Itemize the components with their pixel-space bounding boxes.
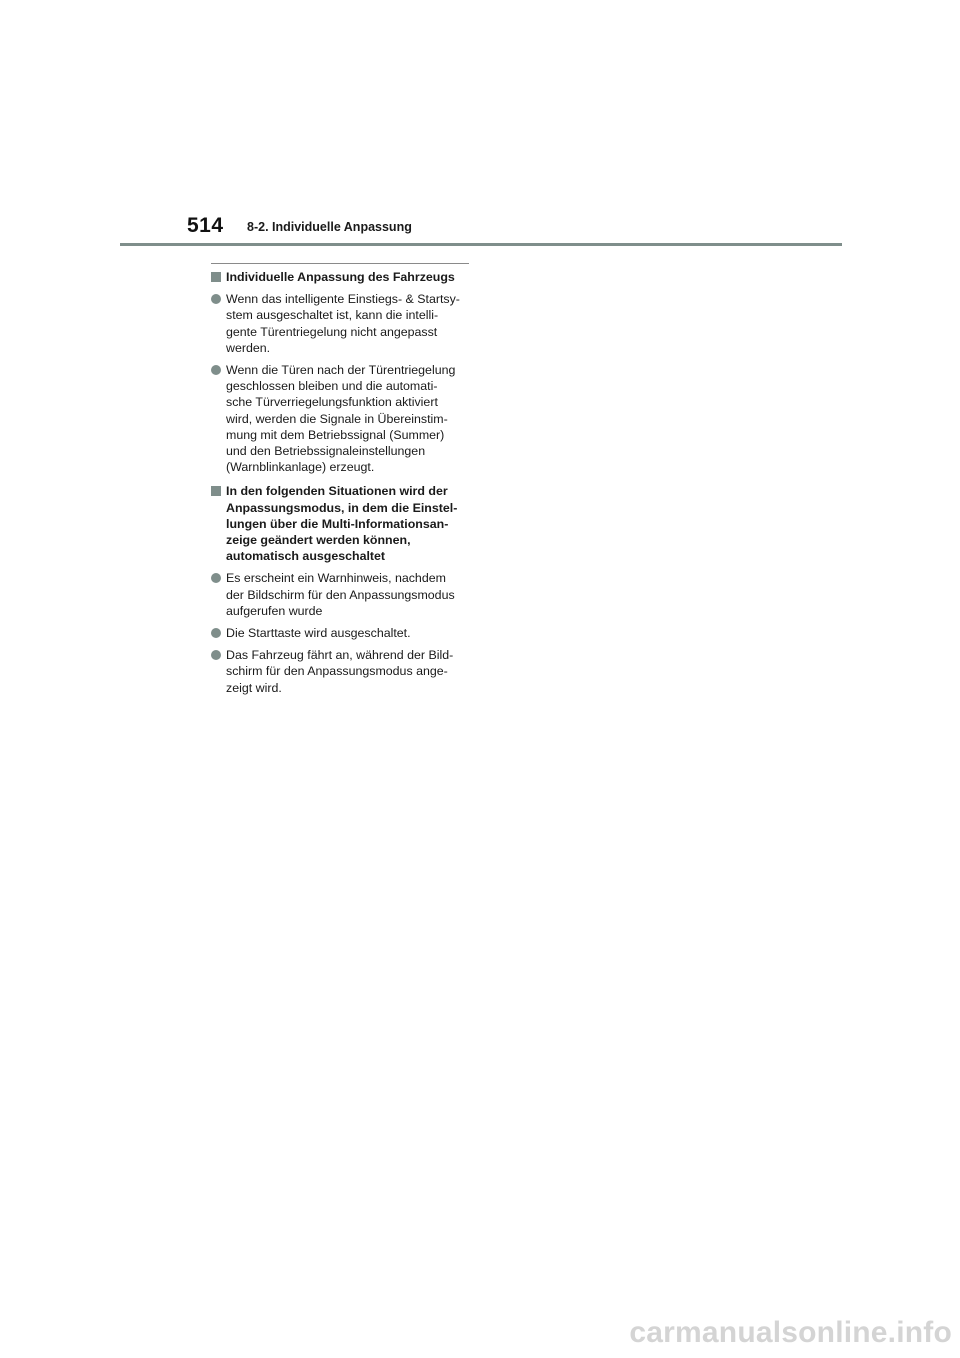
bullet-item [211,625,469,641]
bullet-text: Wenn die Türen nach der Türentriegelung geschlossen bleiben und die automati- sche Türverriegelungsfunktion aktiviert wird, werden die Signale in Übereinstim- mung mit dem Betriebssignal (Summer) und den Betriebssignaleinstellungen (Warnblinkanlage) erzeugt. [226,363,456,475]
section-top-rule [211,263,469,264]
header-divider [120,243,842,246]
round-bullet-icon [211,294,221,304]
heading-text: Individuelle Anpassung des Fahrzeugs [226,270,455,284]
bullet-item [211,570,469,619]
round-bullet-icon [211,365,221,375]
bullet-item [211,362,469,475]
section-title: 8-2. Individuelle Anpassung [247,220,412,234]
round-bullet-icon [211,650,221,660]
section-heading [211,483,469,564]
round-bullet-icon [211,628,221,638]
bullet-text: Es erscheint ein Warnhinweis, nachdem der Bildschirm für den Anpassungsmodus aufgerufen wurde [226,571,455,618]
page-header [0,0,960,250]
bullet-text: Das Fahrzeug fährt an, während der Bild- schirm für den Anpassungsmodus ange- zeigt wird. [226,648,454,695]
content-column [211,263,469,702]
square-bullet-icon [211,486,221,496]
page-number: 514 [187,214,224,237]
watermark-text: carmanualsonline.info [629,1316,952,1349]
bullet-text: Wenn das intelligente Einstiegs- & Startsy- stem ausgeschaltet ist, kann die intelli- gente Türentriegelung nicht angepasst werden. [226,292,460,355]
round-bullet-icon [211,573,221,583]
bullet-item [211,291,469,356]
bullet-item [211,647,469,696]
bullet-text: Die Starttaste wird ausgeschaltet. [226,626,411,641]
section-heading [211,269,469,285]
square-bullet-icon [211,272,221,282]
heading-text: In den folgenden Situationen wird der Anpassungsmodus, in dem die Einstel- lungen über die Multi-Informationsan- zeige geändert werden können, automatisch ausgeschaltet [226,484,458,564]
